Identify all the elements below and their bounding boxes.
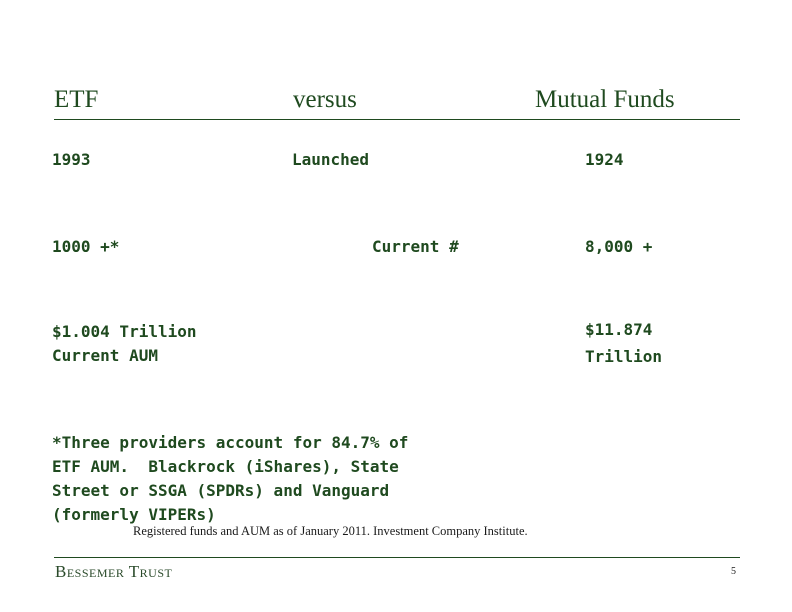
column-header-etf: ETF [54, 86, 99, 113]
header-versus: versus [293, 86, 357, 113]
bessemer-trust-logo: Bessemer Trust [55, 562, 173, 581]
column-header-mutual-funds: Mutual Funds [535, 86, 675, 113]
etf-providers-footnote: *Three providers account for 84.7% of ETF AUM. Blackrock (iShares), State Street or SSGA (SPDRs) and Vanguard (formerly VIPERs) [52, 433, 409, 524]
mutual-fund-current-aum: $11.874 Trillion [585, 320, 663, 366]
header-divider [54, 119, 740, 120]
etf-launch-year: 1993 [52, 150, 91, 169]
page-number: 5 [731, 566, 736, 577]
etf-current-aum: $1.004 Trillion Current AUM [52, 322, 197, 365]
mutual-fund-launch-year: 1924 [585, 150, 624, 169]
footer-divider [54, 557, 740, 558]
row-label-current-count: Current # [372, 237, 459, 256]
mutual-fund-current-count: 8,000 + [585, 237, 653, 256]
etf-current-count: 1000 +* [52, 237, 120, 256]
source-note: Registered funds and AUM as of January 2011. Investment Company Institute. [133, 524, 528, 538]
row-label-launched: Launched [292, 150, 370, 169]
